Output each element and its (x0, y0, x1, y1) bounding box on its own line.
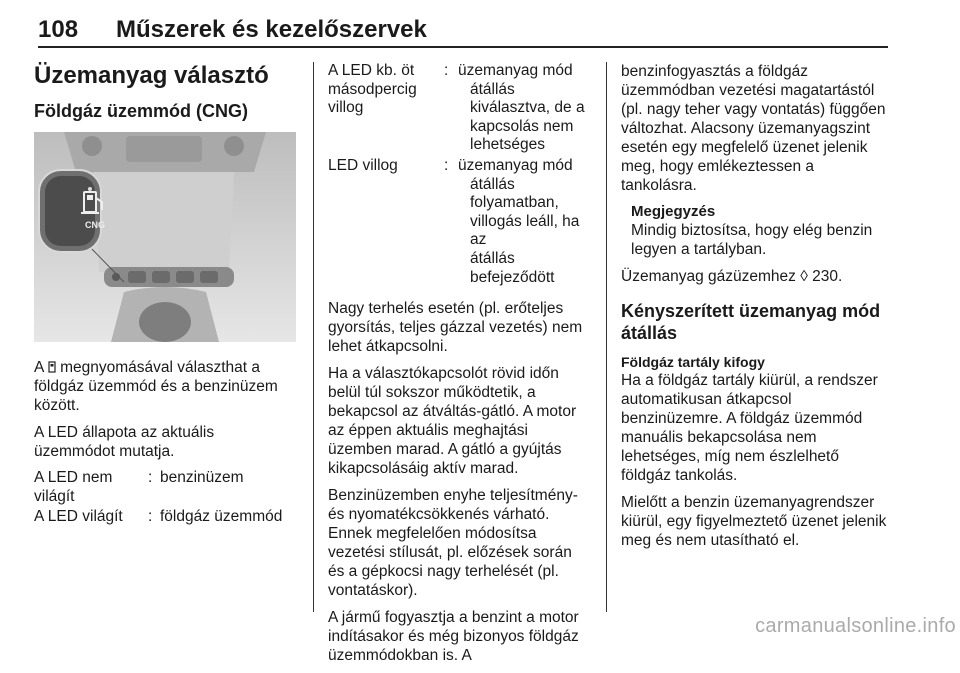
led-meaning: benzinüzem (160, 469, 244, 486)
led-meaning: földgáz üzemmód (160, 508, 283, 526)
text: befejeződött (470, 268, 555, 286)
section-heading: Kényszerített üzemanyag mód átállás (621, 301, 881, 343)
column-1 (34, 62, 296, 529)
page-number: 108 (38, 16, 79, 43)
cng-label: CNG (85, 220, 105, 230)
paragraph (34, 358, 296, 415)
note-box (621, 203, 889, 259)
text: átállás (470, 249, 515, 267)
led-status-row (328, 157, 592, 287)
paragraph: Benzinüzemben enyhe teljesítmény- és nyomatékcsökkenés várható. Ennek megfelelően módosítsa vezetési stílusát, pl. előzések során és a gépkocsi nagy terhelését (pl. vontatáskor). (328, 487, 578, 600)
paragraph: benzinfogyasztás a földgáz üzemmódban vezetési magatartástól (pl. nagy teher vagy vontatás) függően változhat. Alacsony üzemanyagszint esetén egy megfelelő üzenet jelenik meg, hogy emlékeztessen a tankolásra. (621, 63, 886, 194)
paragraph: A jármű fogyasztja a benzint a motor indításakor és még bizonyos földgáz üzemmódokban is. A (328, 609, 579, 665)
led-state: A LED nem világít (34, 469, 113, 505)
watermark: carmanualsonline.info (755, 615, 956, 637)
paragraph: A LED állapota az aktuális üzemmódot mutatja. (34, 424, 215, 460)
text: üzemanyag mód (458, 156, 573, 174)
led-state: A LED világít (34, 508, 123, 526)
separator: : (148, 508, 153, 526)
led-state: A LED kb. öt másodpercig villog (328, 62, 417, 117)
paragraph: Ha a földgáz tartály kiürül, a rendszer automatikusan átkapcsol benzinüzemre. A földgáz üzemmód manuális bekapcsolása nem lehetséges, míg nem észlelhető földgáz tankolás. (621, 372, 878, 484)
column-2 (328, 62, 592, 673)
separator: : (444, 62, 449, 79)
text: megnyomásával választhat a földgáz üzemmód és a benzinüzem között. (34, 359, 278, 414)
text: átállás (470, 175, 515, 193)
dashboard-illustration (34, 132, 296, 342)
led-state: LED villog (328, 156, 398, 174)
led-meaning (458, 157, 592, 287)
separator: : (444, 156, 449, 174)
page-title: Műszerek és kezelőszervek (116, 16, 427, 43)
cross-reference: Üzemanyag gázüzemhez ◊ 230. (621, 268, 843, 285)
text: lehetséges (470, 136, 545, 154)
led-status-row (34, 469, 296, 506)
subsection-heading: Földgáz tartály kifogy (621, 354, 765, 370)
separator: : (148, 469, 153, 486)
text: üzemanyag mód (458, 62, 573, 79)
text: átállás (470, 80, 515, 98)
fuel-switch-icon (48, 361, 56, 373)
text: A (34, 359, 48, 376)
led-status-row (328, 62, 592, 155)
text: folyamatban, (470, 194, 559, 212)
paragraph: Ha a választókapcsolót rövid időn belül túl sokszor működtetik, a bekapcsol az átváltás-gátló. A motor az éppen aktuális meghajtási üzemben marad. A gátló a gyújtás kikapcsolásáig aktív marad. (328, 365, 577, 478)
column-divider (313, 62, 314, 612)
text: villogás leáll, ha az (470, 212, 580, 249)
column-divider (606, 62, 607, 612)
led-meaning (458, 62, 592, 155)
note-text: Mindig biztosítsa, hogy elég benzin legyen a tartályban. (631, 222, 873, 258)
note-title: Megjegyzés (631, 203, 716, 220)
column-3 (621, 62, 889, 558)
text: kapcsolás nem (470, 117, 574, 135)
section-heading: Üzemanyag választó (34, 62, 269, 89)
subsection-heading: Földgáz üzemmód (CNG) (34, 101, 248, 121)
text: kiválasztva, de a (470, 99, 585, 117)
cng-switch-figure (34, 132, 296, 342)
fuel-pump-icon (78, 186, 112, 218)
paragraph: Nagy terhelés esetén (pl. erőteljes gyorsítás, teljes gázzal vezetés) nem lehet átkapcsolni. (328, 300, 583, 356)
paragraph: Mielőtt a benzin üzemanyagrendszer kiürül, egy figyelmeztető üzenet jelenik meg és nem utasítható el. (621, 494, 887, 549)
page-header (38, 10, 888, 48)
led-status-row (34, 508, 296, 527)
